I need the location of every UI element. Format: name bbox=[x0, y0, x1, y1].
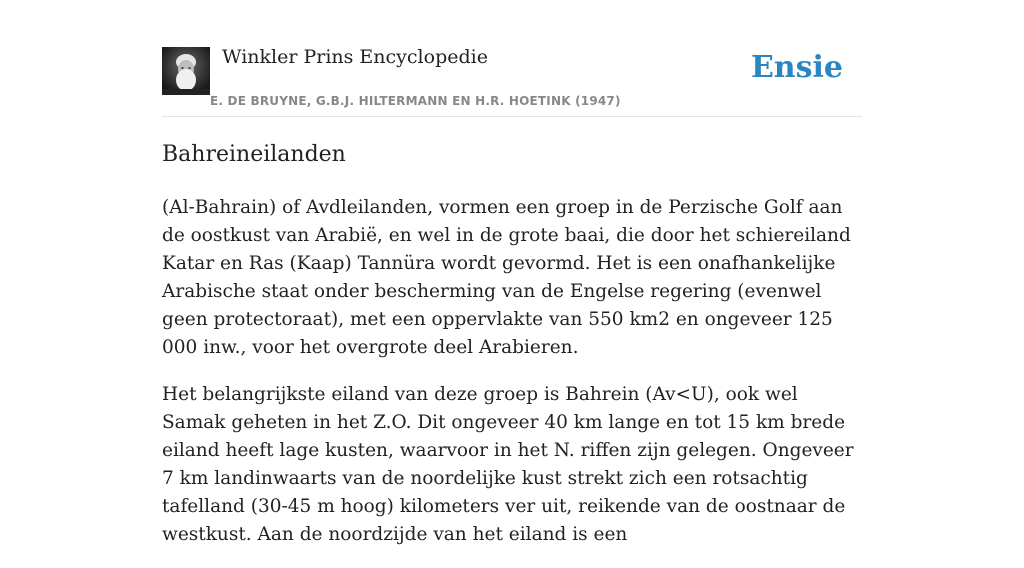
article-title: Bahreineilanden bbox=[162, 142, 346, 167]
article-paragraph: (Al-Bahrain) of Avdleilanden, vormen een groep in de Perzische Golf aan de oostkust van Arabië, en wel in de grote baai, die door het schiereiland Katar en Ras (Kaap) Tannüra wordt gevormd. Het is een onafhankelijke Arabische staat onder bescherming van de Engelse regering (evenwel geen protectoraat), met een oppervlakte van 550 km2 en ongeveer 125 000 inw., voor het overgrote deel Arabieren. bbox=[162, 197, 851, 358]
ensie-logo[interactable]: Ensie bbox=[750, 50, 843, 85]
source-authors: E. DE BRUYNE, G.B.J. HILTERMANN EN H.R. HOETINK (1947) bbox=[210, 94, 621, 108]
portrait-image bbox=[162, 47, 210, 95]
source-title[interactable]: Winkler Prins Encyclopedie bbox=[222, 46, 488, 68]
author-avatar bbox=[162, 47, 210, 95]
article-paragraph: Het belangrijkste eiland van deze groep is Bahrein (Av<U), ook wel Samak geheten in het Z.O. Dit ongeveer 40 km lange en tot 15 km brede eiland heeft lage kusten, waarvoor in het N. riffen zijn gelegen. Ongeveer 7 km landinwaarts van de noordelijke kust strekt zich een rotsachtig tafelland (30-45 m hoog) kilometers ver uit, reikende van de oostnaar de westkust. Aan de noordzijde van het eiland is een bbox=[162, 384, 854, 545]
article bbox=[162, 140, 867, 568]
source-header bbox=[162, 44, 862, 117]
